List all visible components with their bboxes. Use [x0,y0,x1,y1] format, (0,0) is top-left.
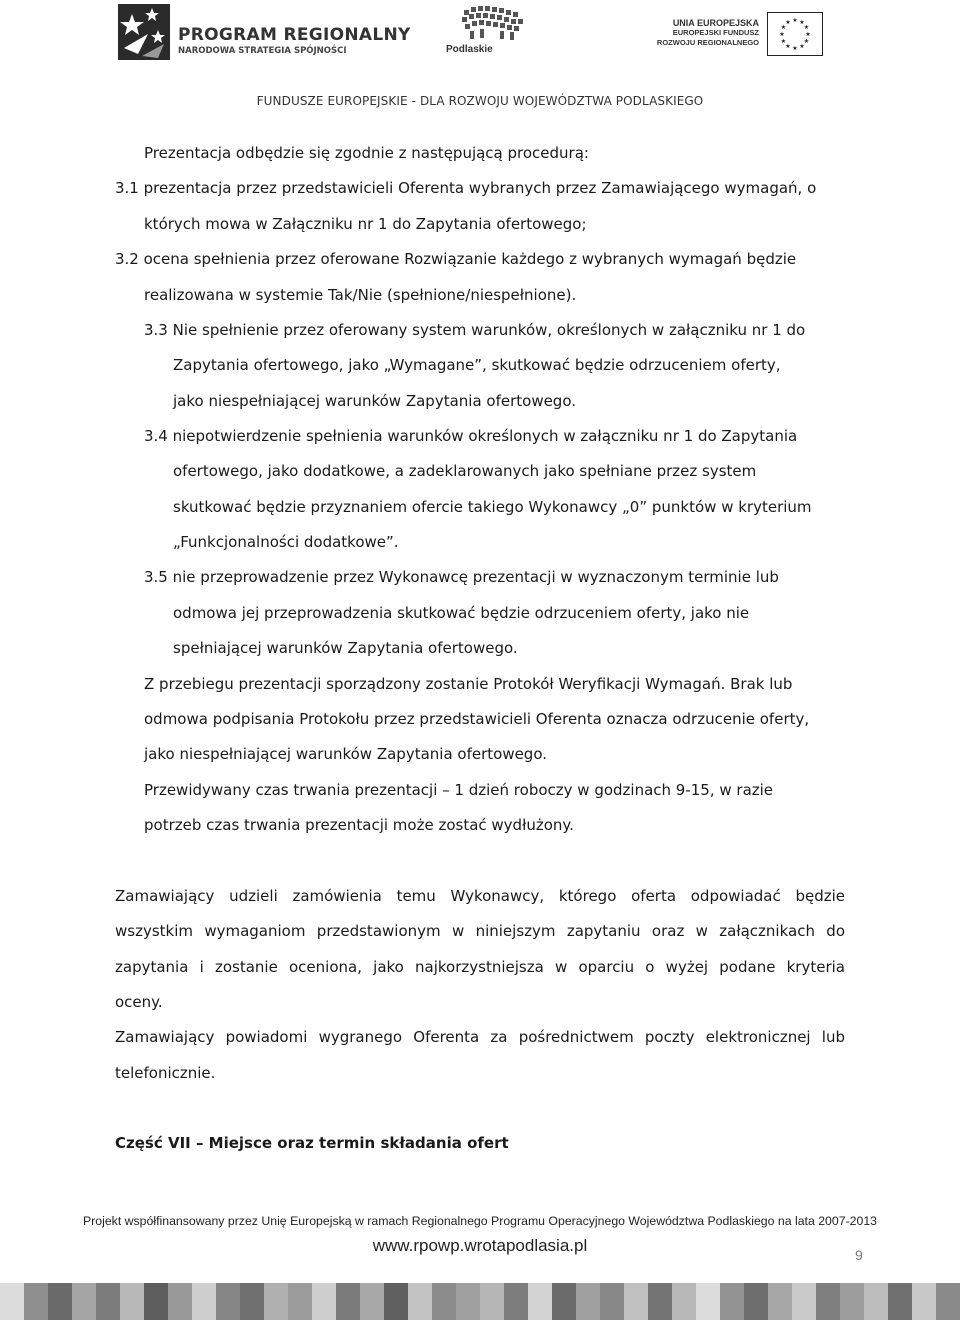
item-3-5-line-2: odmowa jej przeprowadzenia skutkować będzie odrzuceniem oferty, jako nie [173,604,750,622]
item-3-4-line-2: ofertowego, jako dodatkowe, a zadeklarowanych jako spełniane przez system [173,462,757,480]
svg-text:★: ★ [779,31,785,38]
strip-block [336,1283,360,1320]
svg-text:★: ★ [803,24,810,31]
strip-block [840,1283,864,1320]
item-3-1-line-2: których mowa w Załączniku nr 1 do Zapytania ofertowego; [144,215,587,233]
intro-line: Prezentacja odbędzie się zgodnie z następującą procedurą: [144,144,589,162]
item-3-4-line-3: skutkować będzie przyznaniem ofercie takiego Wykonawcy „0” punktów w kryterium [173,498,812,516]
strip-block [936,1283,960,1320]
award-line-4: oceny. [115,993,163,1011]
eu-fund-line2: ROZWOJU REGIONALNEGO [656,38,759,47]
strip-block [672,1283,696,1320]
strip-block [528,1283,552,1320]
strip-block [432,1283,456,1320]
strip-block [552,1283,576,1320]
strip-block [768,1283,792,1320]
strip-block [576,1283,600,1320]
strip-block [648,1283,672,1320]
item-3-3-line-2: Zapytania ofertowego, jako „Wymagane”, skutkować będzie odrzuceniem oferty, [173,356,781,374]
strip-block [96,1283,120,1320]
strip-block [888,1283,912,1320]
item-3-3-line-3: jako niespełniającej warunków Zapytania ofertowego. [173,392,577,410]
svg-text:★: ★ [799,43,805,50]
strip-block [360,1283,384,1320]
svg-text:★: ★ [785,43,791,50]
notify-line-1: Zamawiający powiadomi wygranego Oferenta za pośrednictwem poczty elektronicznej lub [115,1028,845,1046]
strip-block [600,1283,624,1320]
duration-line-2: potrzeb czas trwania prezentacji może zostać wydłużony. [144,816,574,834]
strip-block [624,1283,648,1320]
svg-text:★: ★ [780,38,787,45]
program-subtitle: NARODOWA STRATEGIA SPÓJNOŚCI [178,46,347,56]
header-caption: FUNDUSZE EUROPEJSKIE - DLA ROZWOJU WOJEWÓDZTWA PODLASKIEGO [256,94,704,108]
strip-block [792,1283,816,1320]
strip-block [120,1283,144,1320]
strip-block [24,1283,48,1320]
strip-block [0,1283,24,1320]
svg-text:★: ★ [805,31,811,38]
page-number: 9 [855,1247,863,1263]
strip-block [168,1283,192,1320]
footer-url: www.rpowp.wrotapodlasia.pl [372,1236,588,1255]
item-3-5-line-1: 3.5 nie przeprowadzenie przez Wykonawcę prezentacji w wyznaczonym terminie lub [144,568,779,586]
strip-block [264,1283,288,1320]
program-regionalny-mark-icon [118,4,170,60]
eu-logo [655,12,855,60]
duration-line-1: Przewidywany czas trwania prezentacji – 1 dzień roboczy w godzinach 9-15, w razie [144,781,774,799]
item-3-3-line-1: 3.3 Nie spełnienie przez oferowany system warunków, określonych w załączniku nr 1 do [144,321,806,339]
strip-block [216,1283,240,1320]
strip-block [504,1283,528,1320]
footer-project-line: Projekt współfinansowany przez Unię Europejską w ramach Regionalnego Programu Operacyjnego Województwa Podlaskiego na lata 2007-2013 [82,1214,878,1228]
notify-line-2: telefonicznie. [115,1064,216,1082]
strip-block [912,1283,936,1320]
protocol-line-3: jako niespełniającej warunków Zapytania ofertowego. [144,745,548,763]
award-line-2: wszystkim wymaganiom przedstawionym w niniejszym zapytaniu oraz w załącznikach do [115,922,845,940]
item-3-1-line-1: 3.1 prezentacja przez przedstawicieli Oferenta wybranych przez Zamawiającego wymagań, o [115,179,817,197]
bison-icon [440,4,550,44]
strip-block [72,1283,96,1320]
item-3-4-line-1: 3.4 niepotwierdzenie spełnienia warunków określonych w załączniku nr 1 do Zapytania [144,427,798,445]
eu-text [655,18,759,48]
strip-block [240,1283,264,1320]
podlaskie-logo [440,4,550,60]
strip-block [480,1283,504,1320]
item-3-5-line-3: spełniającej warunków Zapytania ofertowego. [173,639,518,657]
svg-text:★: ★ [792,17,798,24]
strip-block [288,1283,312,1320]
region-label: Podlaskie [446,44,493,55]
strip-block [312,1283,336,1320]
strip-block [192,1283,216,1320]
page-header [0,0,960,115]
strip-block [864,1283,888,1320]
award-line-3: zapytania i zostanie oceniona, jako najkorzystniejsza w oparciu o wyżej podane kryteria [115,958,845,976]
footer-color-strip [0,1283,960,1320]
eu-flag-icon [767,12,823,56]
award-line-1: Zamawiający udzieli zamówienia temu Wykonawcy, którego oferta odpowiadać będzie [115,887,845,905]
program-title: PROGRAM REGIONALNY [178,25,411,45]
item-3-4-line-4: „Funkcjonalności dodatkowe”. [173,533,399,551]
eu-fund-line1: EUROPEJSKI FUNDUSZ [672,28,759,37]
strip-block [456,1283,480,1320]
svg-text:★: ★ [792,45,798,52]
section-heading: Część VII – Miejsce oraz termin składania ofert [115,1134,509,1152]
svg-text:★: ★ [799,19,805,26]
strip-block [744,1283,768,1320]
strip-block [720,1283,744,1320]
strip-block [408,1283,432,1320]
svg-text:★: ★ [780,24,787,31]
strip-block [384,1283,408,1320]
strip-block [696,1283,720,1320]
strip-block [144,1283,168,1320]
program-regionalny-logo [118,4,411,64]
item-3-2-line-2: realizowana w systemie Tak/Nie (spełnione/niespełnione). [144,286,577,304]
eu-title: UNIA EUROPEJSKA [672,18,759,28]
protocol-line-2: odmowa podpisania Protokołu przez przedstawicieli Oferenta oznacza odrzucenie oferty, [144,710,810,728]
item-3-2-line-1: 3.2 ocena spełnienia przez oferowane Rozwiązanie każdego z wybranych wymagań będzie [115,250,797,268]
svg-text:★: ★ [785,19,791,26]
protocol-line-1: Z przebiegu prezentacji sporządzony zostanie Protokół Weryfikacji Wymagań. Brak lub [144,675,793,693]
strip-block [816,1283,840,1320]
strip-block [48,1283,72,1320]
svg-text:★: ★ [803,38,810,45]
